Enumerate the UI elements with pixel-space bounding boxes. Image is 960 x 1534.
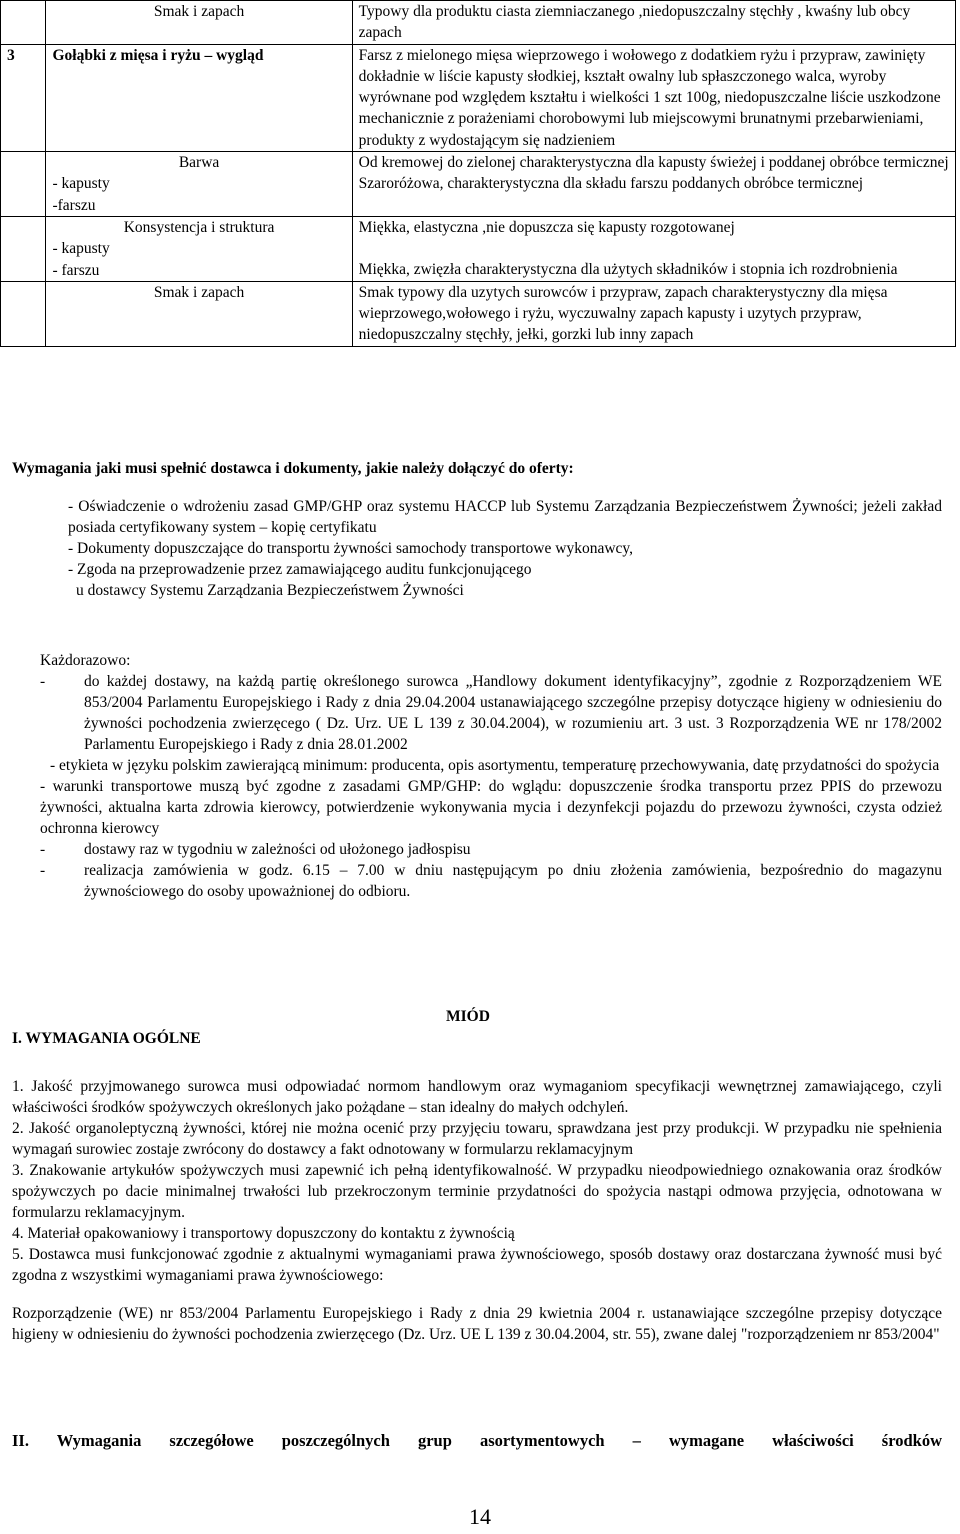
row-desc: Farsz z mielonego mięsa wieprzowego i wołowego z dodatkiem ryżu i przypraw, zawinięty dokładnie w liście kapusty słodkiej, kształt owalny lub spłaszczonego walca, wyroby wyrównane pod względem kształtu i wielkości 1 szt 100g, niedopuszczalne liście uszkodzone mechanicznie z porażeniami chorobowymi lub miejscowymi brunatnymi przebarwieniami, produkty z wydostającym się nadzieniem <box>352 44 955 151</box>
row-sublabel: -farszu <box>52 196 96 214</box>
section-heading: I. WYMAGANIA OGÓLNE <box>12 1030 201 1047</box>
row-label: Smak i zapach <box>46 281 352 346</box>
supplier-requirements <box>12 458 942 601</box>
section-heading-2: II. Wymagania szczegółowe poszczególnych grup asortymentowych – wymagane właściwości środków <box>12 1431 942 1450</box>
list-item: - etykieta w języku polskim zawierającą minimum: producenta, opis asortymentu, temperaturę przechowywania, datę przydatności do spożycia <box>50 757 940 774</box>
row-desc: Smak typowy dla uzytych surowców i przypraw, zapach charakterystyczny dla mięsa wieprzowego,wołowego i ryżu, wyczuwalny zapach kapusty i uzytych przypraw, niedopuszczalny stęchły, jełki, gorzki lub inny zapach <box>352 281 955 346</box>
requirements-heading: Wymagania jaki musi spełnić dostawca i dokumenty, jakie należy dołączyć do oferty: <box>12 460 574 477</box>
paragraph: 4. Materiał opakowaniowy i transportowy dopuszczony do kontaktu z żywnością <box>12 1225 515 1242</box>
page-number: 14 <box>469 1504 491 1529</box>
row-desc: Od kremowej do zielonej charakterystyczna dla kapusty świeżej i poddanej obróbce termicznej <box>358 154 949 172</box>
general-requirements <box>12 1076 942 1345</box>
requirement-item: - Dokumenty dopuszczające do transportu żywności samochody transportowe wykonawcy, <box>68 540 634 557</box>
paragraph: 3. Znakowanie artykułów spożywczych musi zapewnić ich pełną identyfikowalność. W przypadku nieodpowiedniego oznakowania oraz środków spożywczych po dacie minimalnej trwałości lub przekroczonym terminie przydatności do spożycia nastąpi odmowa przyjęcia, odnotowana w formularzu reklamacyjnym. <box>12 1162 942 1221</box>
table-row <box>1 281 956 346</box>
list-item: - do każdej dostawy, na każdą partię określonego surowca „Handlowy dokument identyfikacyjny”, zgodnie z Rozporządzeniem WE 853/2004 Parlamentu Europejskiego i Rady z dnia 29.04.2004 ustanawiającego szczególne przepisy dotyczące higieny w odniesieniu do żywności pochodzenia zwierzęcego ( Dz. Urz. UE L 139 z 30.04.2004), w rozumieniu art. 3 ust. 3 Rozporządzenia WE nr 178/2002 Parlamentu Europejskiego i Rady z dnia 28.01.2002 <box>40 673 942 753</box>
row-desc: Miękka, elastyczna ,nie dopuszcza się kapusty rozgotowanej <box>358 218 735 236</box>
table-row <box>1 44 956 151</box>
row-label: Gołąbki z mięsa i ryżu – wygląd <box>46 44 352 151</box>
row-sublabel: - farszu <box>52 261 100 279</box>
row-sublabel: - kapusty <box>52 175 110 193</box>
paragraph: 5. Dostawca musi funkcjonować zgodnie z aktualnymi wymaganiami prawa żywnościowego, sposób dostawy oraz dostarczana żywność musi być zgodna z wszystkimi wymaganiami prawa żywnościowego: <box>12 1246 942 1284</box>
paragraph: Rozporządzenie (WE) nr 853/2004 Parlamentu Europejskiego i Rady z dnia 29 kwietnia 2004 r. ustanawiające szczególne przepisy dotyczące higieny w odniesieniu do żywności pochodzenia zwierzęcego (Dz. Urz. UE L 139 z 30.04.2004, str. 55), zwane dalej "rozporządzeniem nr 853/2004" <box>12 1305 942 1343</box>
table-row <box>1 152 956 217</box>
list-item: - dostawy raz w tygodniu w zależności od ułożonego jadłospisu <box>40 841 471 858</box>
table-row <box>1 1 956 45</box>
row-sublabel: - kapusty <box>52 240 110 258</box>
requirement-item: u dostawcy Systemu Zarządzania Bezpieczeństwem Żywności <box>76 582 464 599</box>
paragraph: 2. Jakość organoleptyczną żywności, której nie można ocenić przy przyjęciu towaru, sprawdzana jest przy produkcji. W przypadku nie spełnienia wymagań surowiec zostaje zwrócony do dostawcy a fakt odnotowany w formularzu reklamacyjnym <box>12 1120 942 1158</box>
honey-title: MIÓD <box>446 1008 490 1025</box>
table-row <box>1 216 956 281</box>
list-item: - warunki transportowe muszą być zgodne z zasadami GMP/GHP: do wglądu: dopuszczenie środka transportu przez PPIS do przewozu żywności, aktualna karta zdrowia kierowcy, potwierdzenie wykonywania mycia i dezynfekcji pojazdu do przewozu żywności, czysta odzież ochronna kierowcy <box>40 778 942 837</box>
row-desc: Szaroróżowa, charakterystyczna dla składu farszu poddanych obróbce termicznej <box>358 175 864 193</box>
requirement-item: - Zgoda na przeprowadzenie przez zamawiającego auditu funkcjonującego <box>68 561 532 578</box>
each-delivery-section <box>40 650 942 902</box>
row-label: Konsystencja i struktura <box>123 218 275 236</box>
requirement-item: - Oświadczenie o wdrożeniu zasad GMP/GHP oraz systemu HACCP lub Systemu Zarządzania Bezpieczeństwem Żywności; jeżeli zakład posiada certyfikowany system – kopię certyfikatu <box>68 498 942 536</box>
row-number: 3 <box>1 44 46 151</box>
row-desc: Typowy dla produktu ciasta ziemniaczanego ,niedopuszczalny stęchły , kwaśny lub obcy zapach <box>352 1 955 45</box>
row-label: Barwa <box>178 154 220 172</box>
spec-table <box>0 0 956 347</box>
paragraph: 1. Jakość przyjmowanego surowca musi odpowiadać normom handlowym oraz wymaganiom specyfikacji wewnętrznej zamawiającego, czyli właściwości środków spożywczych określonych jako pożądane – stan idealny do małych odchyleń. <box>12 1078 942 1116</box>
list-item: - realizacja zamówienia w godz. 6.15 – 7.00 w dniu następującym po dniu złożenia zamówienia, bezpośrednio do magazynu żywnościowego do osoby upoważnionej do odbioru. <box>40 862 942 900</box>
row-label: Smak i zapach <box>46 1 352 45</box>
row-desc: Miękka, zwięzła charakterystyczna dla użytych składników i stopnia ich rozdrobnienia <box>358 261 898 279</box>
each-time-heading: Każdorazowo: <box>40 652 131 669</box>
